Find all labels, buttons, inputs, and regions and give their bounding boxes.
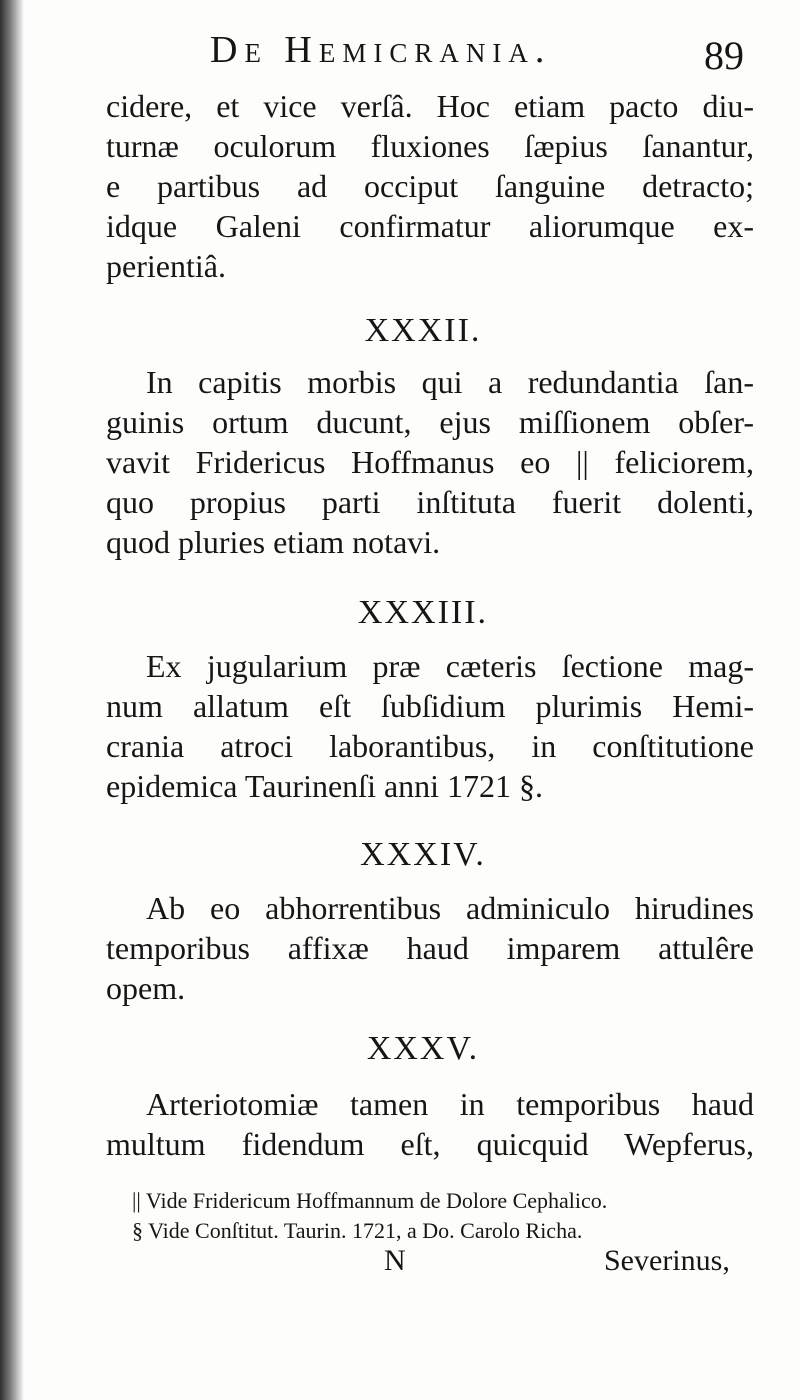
text-line: cidere, et vice verſâ. Hoc etiam pacto diu- (106, 88, 754, 124)
paragraph-xxxii (106, 362, 754, 562)
page-number: 89 (704, 33, 744, 78)
text-line: num allatum eſt ſubſidium plurimis Hemi- (106, 688, 754, 724)
running-head: De Hemicrania. (210, 29, 552, 71)
text-line: crania atroci laborantibus, in conſtitutione (106, 728, 754, 764)
paragraph-continuation (106, 86, 754, 286)
text-line: Arteriotomiæ tamen in temporibus haud (146, 1086, 754, 1122)
text-line: turnæ oculorum fluxiones ſæpius ſanantur, (106, 128, 754, 164)
text-line: multum fidendum eſt, quicquid Wepferus, (106, 1126, 754, 1162)
footnotes (132, 1186, 752, 1246)
text-line: In capitis morbis qui a redundantia ſan- (146, 364, 754, 400)
page-gutter-shadow (0, 0, 24, 1400)
paragraph-xxxiv (106, 888, 754, 1008)
text-line: opem. (106, 970, 186, 1006)
text-line: idque Galeni confirmatur aliorumque ex- (106, 208, 754, 244)
text-line: perientiâ. (106, 248, 226, 284)
catchword: Severinus, (604, 1244, 730, 1277)
section-heading-xxxii: XXXII. (364, 312, 482, 349)
text-line: temporibus affixæ haud imparem attulêre (106, 930, 754, 966)
text-line: quod pluries etiam notavi. (106, 524, 441, 560)
section-heading-xxxv: XXXV. (366, 1030, 480, 1067)
footnote: || Vide Fridericum Hoffmannum de Dolore Cephalico. (132, 1188, 608, 1213)
section-heading-xxxiv: XXXIV. (360, 836, 486, 873)
text-line: Ab eo abhorrentibus adminiculo hirudines (146, 890, 754, 926)
text-line: Ex jugularium præ cæteris ſectione mag- (146, 648, 754, 684)
footnote: § Vide Conſtitut. Taurin. 1721, a Do. Carolo Richa. (132, 1218, 583, 1243)
signature-mark: N (384, 1244, 406, 1277)
text-line: quo propius parti inſtituta fuerit dolenti, (106, 484, 754, 520)
text-line: e partibus ad occiput ſanguine detracto; (106, 168, 754, 204)
paragraph-xxxv (106, 1084, 754, 1164)
text-line: epidemica Taurinenſi anni 1721 §. (106, 768, 544, 804)
paragraph-xxxiii (106, 646, 754, 806)
text-line: guinis ortum ducunt, ejus miſſionem obſer- (106, 404, 754, 440)
text-line: vavit Fridericus Hoffmanus eo || feliciorem, (106, 444, 754, 480)
section-heading-xxxiii: XXXIII. (357, 594, 489, 631)
